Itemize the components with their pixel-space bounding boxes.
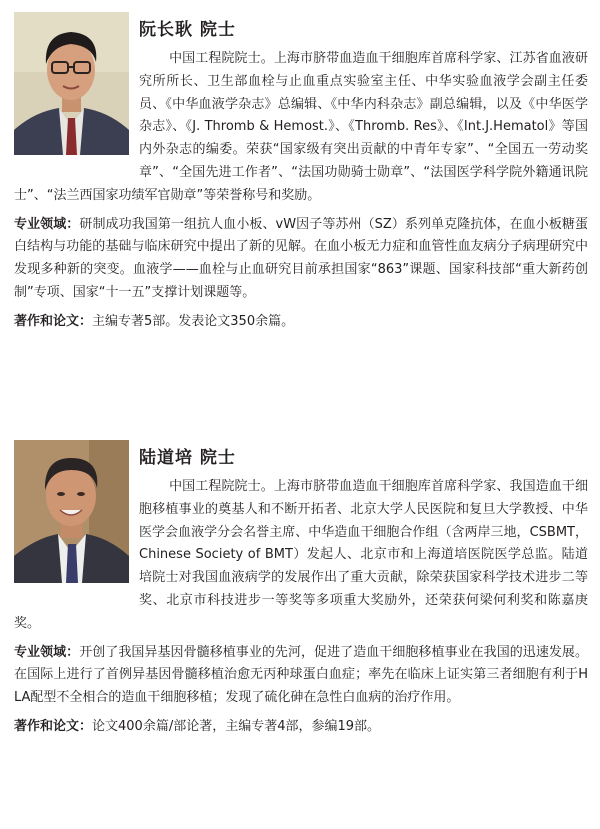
- field-label: 专业领域：: [14, 216, 80, 232]
- works-paragraph: [14, 311, 588, 334]
- profile-lu-daopei: [14, 440, 588, 739]
- portrait-photo: [14, 440, 129, 583]
- portrait-illustration: [14, 12, 129, 155]
- profile-ruan-changgeng: [14, 12, 588, 334]
- works-label: 著作和论文：: [14, 313, 93, 329]
- person-name: 阮长耿 院士: [139, 20, 236, 40]
- works-paragraph: [14, 716, 588, 739]
- field-text: 研制成功我国第一组抗人血小板、vW因子等苏州（SZ）系列单克隆抗体，在血小板糖蛋白结构与功能的基础与临床研究中提出了新的见解。在血小板无力症和血管性血友病分子病理研究中发现多种新的突变。血液学——血栓与止血研究目前承担国家“863”课题、国家科技部“重大新药创制”专项、国家“十一五”支撑计划课题等。: [14, 216, 588, 300]
- field-paragraph: [14, 642, 588, 710]
- portrait-photo: [14, 12, 129, 155]
- person-name: 陆道培 院士: [139, 448, 236, 468]
- works-text: 主编专著5部。发表论文350余篇。: [92, 313, 295, 329]
- field-label: 专业领域：: [14, 644, 80, 660]
- bio-content: 中国工程院院士。上海市脐带血造血干细胞库首席科学家、我国造血干细胞移植事业的奠基人和不断开拓者、北京大学人民医院和复旦大学教授、中华医学会血液学分会名誉主席、中华造血干细胞合作组（含两岸三地，CSBMT，Chinese Society of BMT）发起人、北京市和上海道培医院医学总监。陆道培院士对我国血液病学的发展作出了重大贡献，除荣获国家科学技术进步二等奖、北京市科技进步一等奖等多项重大奖励外，还荣获何梁何利奖和陈嘉庚奖。: [14, 479, 588, 631]
- field-text: 开创了我国异基因骨髓移植事业的先河，促进了造血干细胞移植事业在我国的迅速发展。在国际上进行了首例异基因骨髓移植治愈无丙种球蛋白血症；率先在临床上证实第三者细胞有利于HLA配型不全相合的造血干细胞移植；发现了硫化砷在急性白血病的治疗作用。: [14, 644, 588, 706]
- bio-content: 中国工程院院士。上海市脐带血造血干细胞库首席科学家、江苏省血液研究所所长、卫生部血栓与止血重点实验室主任、中华实验血液学会副主任委员、《中华血液学杂志》总编辑、《中华内科杂志》副总编辑，以及《中华医学杂志》、《J. Thromb & Hemost.》、《Thromb. Res》、《Int.J.Hematol》等国内外杂志的编委。荣获“国家级有突出贡献的中青年专家”、“全国五一劳动奖章”、“全国先进工作者”、“法国功勋骑士勋章”、“法国医学科学院外籍通讯院士”、“法兰西国家功绩军官勋章”等荣誉称号和奖励。: [14, 51, 588, 203]
- works-label: 著作和论文：: [14, 718, 93, 734]
- portrait-illustration: [14, 440, 129, 583]
- works-text: 论文400余篇/部论著，主编专著4部，参编19部。: [92, 718, 381, 734]
- field-paragraph: [14, 214, 588, 305]
